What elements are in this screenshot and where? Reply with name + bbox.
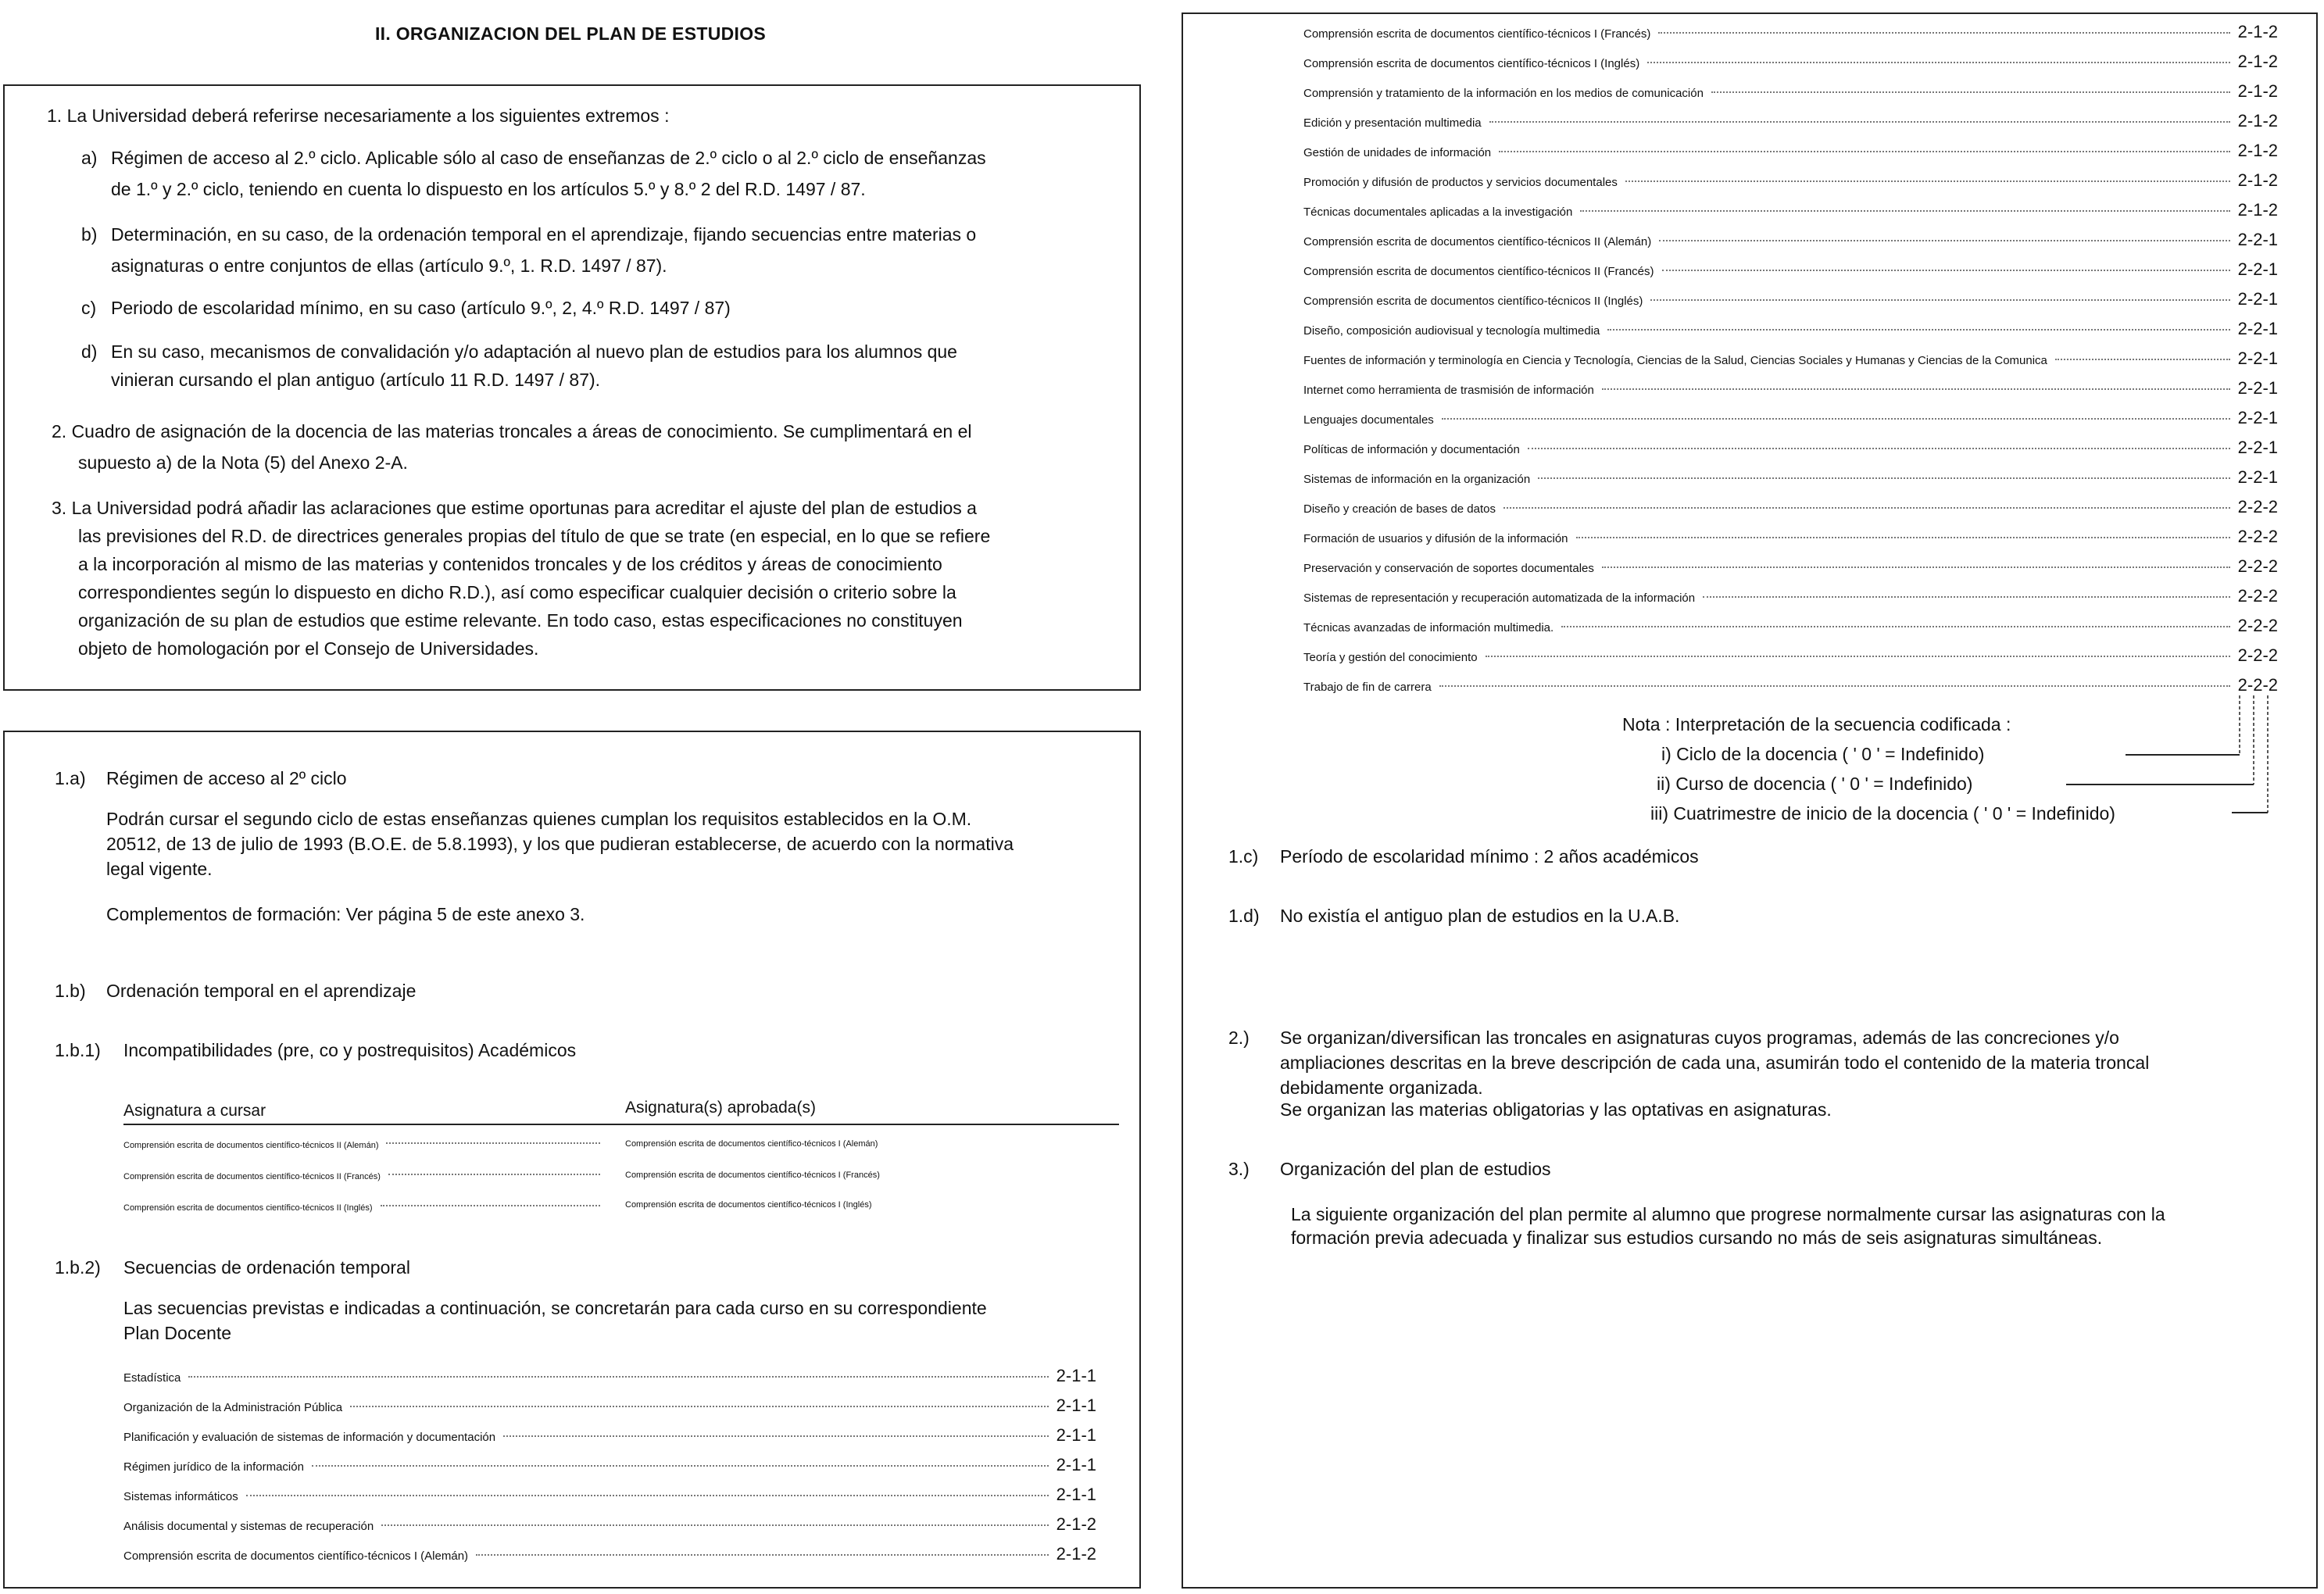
subject-name: Edición y presentación multimedia bbox=[1303, 116, 1482, 130]
section-1c-text: Período de escolaridad mínimo : 2 años académicos bbox=[1280, 846, 1699, 867]
complementos-text: Complementos de formación: Ver página 5 de este anexo 3. bbox=[106, 904, 585, 924]
subject-name: Preservación y conservación de soportes documentales bbox=[1303, 562, 1594, 575]
section-3-number: 3.) bbox=[1228, 1159, 1250, 1179]
sequence-row bbox=[1303, 586, 2278, 606]
subject-name: Promoción y difusión de productos y servicios documentales bbox=[1303, 176, 1618, 189]
item-b-label: b) bbox=[81, 224, 98, 245]
sequence-code: 2-1-2 bbox=[2237, 141, 2278, 160]
sequence-code: 2-1-1 bbox=[1056, 1366, 1096, 1385]
sequence-code: 2-1-2 bbox=[2237, 22, 2278, 41]
sequence-code: 2-1-2 bbox=[1056, 1544, 1096, 1564]
sequence-code: 2-2-2 bbox=[2237, 645, 2278, 665]
sequence-code: 2-2-1 bbox=[2237, 348, 2278, 368]
item-b-line2: asignaturas o entre conjuntos de ellas (artículo 9.º, 1. R.D. 1497 / 87). bbox=[111, 256, 667, 276]
nota-item-i: i) Ciclo de la docencia ( ' 0 ' = Indefinido) bbox=[1661, 744, 1985, 764]
nota-connector-lines bbox=[2047, 695, 2282, 828]
nota-item-ii: ii) Curso de docencia ( ' 0 ' = Indefinido) bbox=[1657, 774, 1973, 794]
item-d-label: d) bbox=[81, 341, 98, 362]
section-1b2-text-line2: Plan Docente bbox=[123, 1323, 232, 1343]
sequence-code: 2-1-2 bbox=[2237, 200, 2278, 220]
sequence-row bbox=[123, 1485, 1096, 1505]
incompat-aprobada: Comprensión escrita de documentos científico-técnicos I (Francés) bbox=[625, 1170, 880, 1180]
sequence-row bbox=[1303, 527, 2278, 547]
subject-name: Comprensión escrita de documentos científico-técnicos I (Alemán) bbox=[123, 1549, 469, 1563]
instruction-3-line2: las previsiones del R.D. de directrices generales propias del título de que se trate (en especial, en lo que se refiere bbox=[78, 526, 991, 546]
subject-name: Políticas de información y documentación bbox=[1303, 443, 1520, 456]
sequence-row bbox=[1303, 22, 2278, 42]
nota-item-iii: iii) Cuatrimestre de inicio de la docencia ( ' 0 ' = Indefinido) bbox=[1650, 803, 2115, 824]
instruction-3-line3: a la incorporación al mismo de las materias y contenidos troncales y de los créditos y áreas de conocimiento bbox=[78, 554, 942, 574]
section-1b2-text-line1: Las secuencias previstas e indicadas a continuación, se concretarán para cada curso en su correspondiente bbox=[123, 1298, 987, 1318]
sequence-code: 2-2-1 bbox=[2237, 289, 2278, 309]
section-1a-text-line2: 20512, de 13 de julio de 1993 (B.O.E. de 5.8.1993), y los que pudieran establecerse, de acuerdo con la normativa bbox=[106, 834, 1014, 854]
instruction-2-line2: supuesto a) de la Nota (5) del Anexo 2-A. bbox=[78, 452, 408, 473]
sequence-row bbox=[1303, 200, 2278, 220]
section-2-line2: ampliaciones descritas en la breve descripción de cada una, asumirán todo el contenido de la materia troncal bbox=[1280, 1053, 2150, 1073]
section-3-line2: formación previa adecuada y finalizar sus estudios cursando no más de seis asignaturas simultáneas. bbox=[1291, 1228, 2103, 1248]
section-2-number: 2.) bbox=[1228, 1028, 1250, 1048]
sequence-row bbox=[1303, 81, 2278, 102]
section-1c-number: 1.c) bbox=[1228, 846, 1259, 867]
incompat-aprobada: Comprensión escrita de documentos científico-técnicos I (Alemán) bbox=[625, 1139, 878, 1149]
section-2-line1: Se organizan/diversifican las troncales en asignaturas cuyos programas, además de las concreciones y/o bbox=[1280, 1028, 2119, 1048]
incompat-row bbox=[123, 1141, 608, 1150]
section-1a-text-line1: Podrán cursar el segundo ciclo de estas enseñanzas quienes cumplan los requisitos establecidos en la O.M. bbox=[106, 809, 972, 829]
subject-name: Sistemas de representación y recuperación automatizada de la información bbox=[1303, 591, 1696, 605]
sequence-row bbox=[1303, 141, 2278, 161]
section-3-line1: La siguiente organización del plan permite al alumno que progrese normalmente cursar las asignaturas con la bbox=[1291, 1204, 2165, 1224]
item-a-line2: de 1.º y 2.º ciclo, teniendo en cuenta lo dispuesto en los artículos 5.º y 8.º 2 del R.D. 1497 / 87. bbox=[111, 179, 866, 199]
sequence-row bbox=[1303, 497, 2278, 517]
section-1a-number: 1.a) bbox=[55, 768, 86, 788]
sequence-row bbox=[123, 1425, 1096, 1446]
section-1b2-number: 1.b.2) bbox=[55, 1257, 101, 1278]
subject-name: Sistemas informáticos bbox=[123, 1490, 238, 1503]
subject-name: Técnicas documentales aplicadas a la investigación bbox=[1303, 206, 1573, 219]
subject-name: Sistemas de información en la organización bbox=[1303, 473, 1531, 486]
subject-name: Técnicas avanzadas de información multimedia. bbox=[1303, 621, 1554, 634]
item-d-line1: En su caso, mecanismos de convalidación y/o adaptación al nuevo plan de estudios para los alumnos que bbox=[111, 341, 957, 362]
section-1b2-heading: Secuencias de ordenación temporal bbox=[123, 1257, 410, 1278]
incompat-cursar: Comprensión escrita de documentos científico-técnicos II (Francés) bbox=[123, 1172, 381, 1181]
section-2-line4: Se organizan las materias obligatorias y las optativas en asignaturas. bbox=[1280, 1099, 1832, 1120]
sequence-row bbox=[1303, 378, 2278, 398]
section-1b-heading: Ordenación temporal en el aprendizaje bbox=[106, 981, 417, 1001]
subject-name: Comprensión y tratamiento de la información en los medios de comunicación bbox=[1303, 87, 1704, 100]
sequence-code: 2-1-1 bbox=[1056, 1485, 1096, 1504]
incompat-row bbox=[123, 1172, 608, 1181]
sequence-row bbox=[1303, 230, 2278, 250]
subject-name: Comprensión escrita de documentos científico-técnicos I (Francés) bbox=[1303, 27, 1651, 41]
item-a-line1: Régimen de acceso al 2.º ciclo. Aplicable sólo al caso de enseñanzas de 2.º ciclo o al 2.º ciclo de enseñanzas bbox=[111, 148, 986, 168]
section-1b1-heading: Incompatibilidades (pre, co y postrequisitos) Académicos bbox=[123, 1040, 577, 1060]
subject-name: Organización de la Administración Pública bbox=[123, 1401, 343, 1414]
sequence-code: 2-2-1 bbox=[2237, 467, 2278, 487]
sequence-code: 2-2-2 bbox=[2237, 497, 2278, 516]
subject-name: Análisis documental y sistemas de recuperación bbox=[123, 1520, 374, 1533]
sequence-code: 2-1-2 bbox=[2237, 52, 2278, 71]
nota-title: Nota : Interpretación de la secuencia codificada : bbox=[1622, 714, 2011, 734]
subject-name: Comprensión escrita de documentos científico-técnicos II (Inglés) bbox=[1303, 295, 1643, 308]
incompat-cursar: Comprensión escrita de documentos científico-técnicos II (Alemán) bbox=[123, 1141, 379, 1150]
sequence-code: 2-1-1 bbox=[1056, 1425, 1096, 1445]
sequence-code: 2-2-1 bbox=[2237, 230, 2278, 249]
sequence-row bbox=[123, 1396, 1096, 1416]
sequence-row bbox=[1303, 348, 2278, 369]
section-1a-heading: Régimen de acceso al 2º ciclo bbox=[106, 768, 347, 788]
incompat-cursar: Comprensión escrita de documentos científico-técnicos II (Inglés) bbox=[123, 1203, 373, 1213]
sequence-row bbox=[1303, 111, 2278, 131]
sequence-row bbox=[123, 1544, 1096, 1564]
sequence-code: 2-2-2 bbox=[2237, 586, 2278, 606]
sequence-code: 2-2-1 bbox=[2237, 408, 2278, 427]
sequence-code: 2-2-2 bbox=[2237, 675, 2278, 695]
instruction-2-line1: 2. Cuadro de asignación de la docencia de las materias troncales a áreas de conocimiento. Se cumplimentará en el bbox=[52, 421, 972, 441]
subject-name: Régimen jurídico de la información bbox=[123, 1460, 304, 1474]
instruction-3-line6: objeto de homologación por el Consejo de Universidades. bbox=[78, 638, 539, 659]
sequence-row bbox=[1303, 52, 2278, 72]
item-a-label: a) bbox=[81, 148, 98, 168]
section-1d-text: No existía el antiguo plan de estudios en la U.A.B. bbox=[1280, 906, 1680, 926]
instruction-3-line1: 3. La Universidad podrá añadir las aclaraciones que estime oportunas para acreditar el ajuste del plan de estudios a bbox=[52, 498, 977, 518]
incompat-aprobada: Comprensión escrita de documentos científico-técnicos I (Inglés) bbox=[625, 1200, 872, 1210]
instruction-3-line4: correspondientes según lo dispuesto en dicho R.D.), así como especificar cualquier decisión o criterio sobre la bbox=[78, 582, 956, 602]
sequence-code: 2-2-1 bbox=[2237, 438, 2278, 457]
section-3-heading: Organización del plan de estudios bbox=[1280, 1159, 1551, 1179]
sequence-code: 2-2-1 bbox=[2237, 378, 2278, 398]
sequence-code: 2-1-2 bbox=[2237, 111, 2278, 130]
sequence-code: 2-2-2 bbox=[2237, 616, 2278, 635]
sequence-row bbox=[1303, 616, 2278, 636]
subject-name: Estadística bbox=[123, 1371, 181, 1385]
subject-name: Gestión de unidades de información bbox=[1303, 146, 1492, 159]
sequence-code: 2-2-1 bbox=[2237, 319, 2278, 338]
subject-name: Fuentes de información y terminología en Ciencia y Tecnología, Ciencias de la Salud, Ciencias Sociales y Humanas y Ciencias de la Comunica bbox=[1303, 354, 2047, 367]
subject-name: Comprensión escrita de documentos científico-técnicos II (Francés) bbox=[1303, 265, 1654, 278]
sequence-row bbox=[1303, 438, 2278, 458]
page-title: II. ORGANIZACION DEL PLAN DE ESTUDIOS bbox=[374, 23, 767, 44]
item-c-label: c) bbox=[81, 298, 97, 318]
instruction-3-line5: organización de su plan de estudios que estime relevante. En todo caso, estas especificaciones no constituyen bbox=[78, 610, 963, 631]
subject-name: Diseño, composición audiovisual y tecnología multimedia bbox=[1303, 324, 1600, 338]
sequence-row bbox=[1303, 170, 2278, 191]
incompat-row bbox=[123, 1203, 608, 1213]
subject-name: Lenguajes documentales bbox=[1303, 413, 1434, 427]
column-header-asignatura-aprobada: Asignatura(s) aprobada(s) bbox=[625, 1099, 816, 1117]
sequence-row bbox=[1303, 408, 2278, 428]
sequence-code: 2-1-1 bbox=[1056, 1455, 1096, 1474]
subject-name: Planificación y evaluación de sistemas de información y documentación bbox=[123, 1431, 496, 1444]
sequence-row bbox=[1303, 467, 2278, 488]
section-2-line3: debidamente organizada. bbox=[1280, 1078, 1483, 1098]
sequence-code: 2-2-1 bbox=[2237, 259, 2278, 279]
subject-name: Formación de usuarios y difusión de la información bbox=[1303, 532, 1568, 545]
sequence-row bbox=[1303, 289, 2278, 309]
sequence-row bbox=[1303, 259, 2278, 280]
subject-name: Comprensión escrita de documentos científico-técnicos I (Inglés) bbox=[1303, 57, 1640, 70]
sequence-code: 2-1-2 bbox=[2237, 170, 2278, 190]
section-1b-number: 1.b) bbox=[55, 981, 86, 1001]
subject-name: Comprensión escrita de documentos científico-técnicos II (Alemán) bbox=[1303, 235, 1652, 248]
sequence-code: 2-1-2 bbox=[2237, 81, 2278, 101]
item-b-line1: Determinación, en su caso, de la ordenación temporal en el aprendizaje, fijando secuencias entre materias o bbox=[111, 224, 977, 245]
sequence-code: 2-1-1 bbox=[1056, 1396, 1096, 1415]
sequence-row bbox=[1303, 556, 2278, 577]
sequence-row bbox=[123, 1455, 1096, 1475]
sequence-row bbox=[1303, 645, 2278, 666]
sequence-row bbox=[123, 1514, 1096, 1535]
subject-name: Diseño y creación de bases de datos bbox=[1303, 502, 1496, 516]
table-header-rule bbox=[123, 1124, 1119, 1125]
section-1b1-number: 1.b.1) bbox=[55, 1040, 101, 1060]
sequence-row bbox=[1303, 675, 2278, 695]
sequence-code: 2-2-2 bbox=[2237, 527, 2278, 546]
sequence-code: 2-2-2 bbox=[2237, 556, 2278, 576]
sequence-code: 2-1-2 bbox=[1056, 1514, 1096, 1534]
sequence-row bbox=[123, 1366, 1096, 1386]
item-d-line2: vinieran cursando el plan antiguo (artículo 11 R.D. 1497 / 87). bbox=[111, 370, 601, 390]
section-1a-text-line3: legal vigente. bbox=[106, 859, 213, 879]
item-c-line1: Periodo de escolaridad mínimo, en su caso (artículo 9.º, 2, 4.º R.D. 1497 / 87) bbox=[111, 298, 731, 318]
column-header-asignatura-cursar: Asignatura a cursar bbox=[123, 1102, 266, 1120]
instruction-1: 1. La Universidad deberá referirse necesariamente a los siguientes extremos : bbox=[47, 105, 670, 126]
subject-name: Internet como herramienta de trasmisión de información bbox=[1303, 384, 1594, 397]
subject-name: Trabajo de fin de carrera bbox=[1303, 681, 1432, 694]
sequence-row bbox=[1303, 319, 2278, 339]
section-1d-number: 1.d) bbox=[1228, 906, 1260, 926]
subject-name: Teoría y gestión del conocimiento bbox=[1303, 651, 1478, 664]
